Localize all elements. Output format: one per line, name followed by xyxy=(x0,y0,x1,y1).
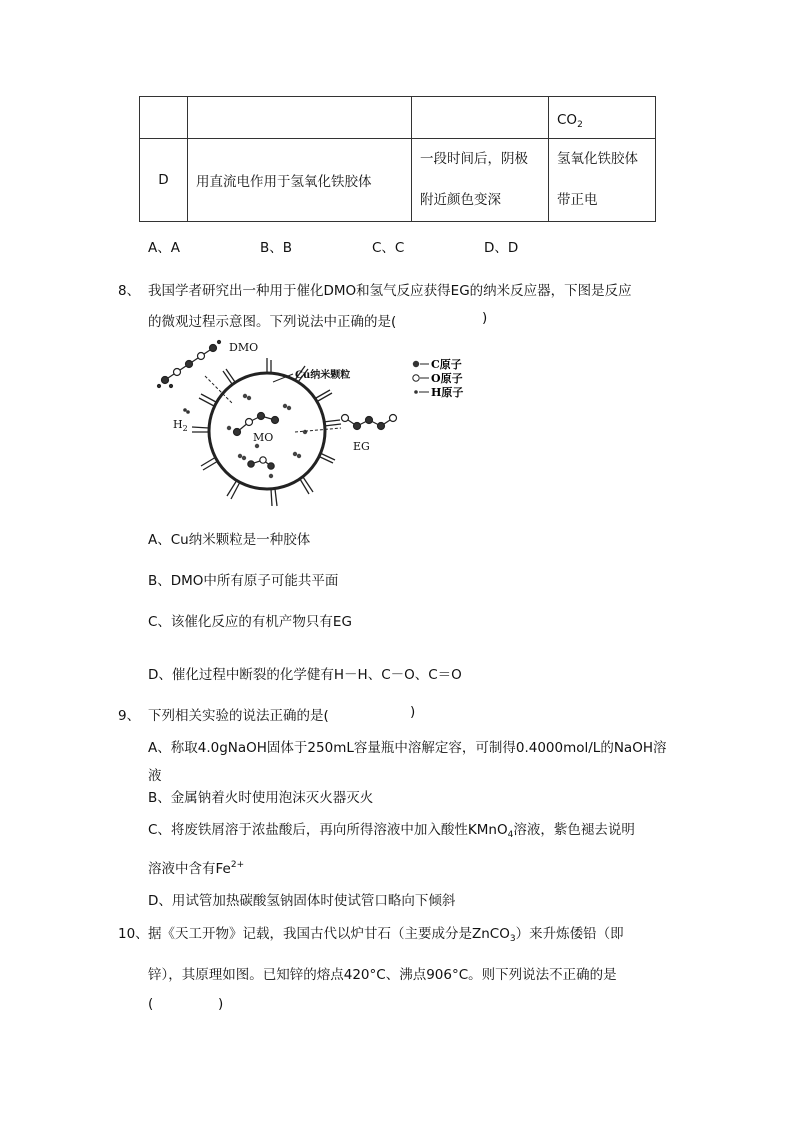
q10-stem-line2: 锌），其原理如图。已知锌的熔点420°C、沸点906°C。则下列说法不正确的是 xyxy=(148,967,617,983)
legend-c-atom: C原子 xyxy=(431,358,462,371)
q8-option-b[interactable]: B、DMO中所有原子可能共平面 xyxy=(148,573,339,589)
eg-molecule xyxy=(342,415,397,430)
table-cell xyxy=(412,139,549,222)
q10-number: 10、 xyxy=(118,926,149,942)
q7-option-b[interactable]: B、B xyxy=(260,240,293,256)
dmo-molecule xyxy=(158,341,221,388)
table-cell xyxy=(188,97,412,139)
q9-option-c-line2: 溶液中含有$Fe^{2+}$ xyxy=(148,860,245,877)
q9-stem: 下列相关实验的说法正确的是( xyxy=(148,708,329,724)
q7-option-c[interactable]: C、C xyxy=(372,240,405,256)
eg-label: EG xyxy=(353,440,370,453)
table-cell xyxy=(549,139,656,222)
operation-text: 用直流电作用于氢氧化铁胶体 xyxy=(196,174,372,190)
experiment-table xyxy=(139,96,656,222)
table-cell xyxy=(140,97,188,139)
q8-stem-close-paren: ) xyxy=(482,310,488,326)
nano-reactor-figure xyxy=(145,336,485,508)
q8-option-a[interactable]: A、Cu纳米颗粒是一种胶体 xyxy=(148,532,311,548)
q8-option-d[interactable]: D、催化过程中断裂的化学健有H－H、C－O、C＝O xyxy=(148,667,462,683)
q9-number: 9、 xyxy=(118,708,141,724)
table-cell xyxy=(188,139,412,222)
table-cell xyxy=(412,97,549,139)
conclusion-line1: 氢氧化铁胶体 xyxy=(557,151,638,167)
q10-close-paren: ) xyxy=(218,996,224,1012)
q8-number: 8、 xyxy=(118,283,141,299)
table-cell xyxy=(140,139,188,222)
q9-option-a-line2: 液 xyxy=(148,768,162,784)
q9-option-c-line1[interactable]: C、将废铁屑溶于浓盐酸后，再向所得溶液中加入酸性KMnO$_4$溶液，紫色褪去说明 xyxy=(148,822,635,840)
mo-label: MO xyxy=(253,431,274,444)
co2-subscript: 2 xyxy=(577,119,583,130)
q8-stem-line2: 的微观过程示意图。下列说法中正确的是( xyxy=(148,314,397,330)
q10-open-paren: ( xyxy=(148,996,154,1012)
q7-option-a[interactable]: A、A xyxy=(148,240,180,256)
row-label-d: D xyxy=(158,172,169,188)
q9-option-b[interactable]: B、金属钠着火时使用泡沫灭火器灭火 xyxy=(148,790,374,806)
conclusion-line2: 带正电 xyxy=(557,192,598,208)
q7-option-d[interactable]: D、D xyxy=(484,240,519,256)
q10-stem-line1: 据《天工开物》记载，我国古代以炉甘石（主要成分是ZnCO$_3$）来升炼倭铅（即 xyxy=(148,926,624,944)
q9-option-d[interactable]: D、用试管加热碳酸氢钠固体时使试管口略向下倾斜 xyxy=(148,893,456,909)
table-cell xyxy=(549,97,656,139)
table-row xyxy=(140,139,656,222)
table-row xyxy=(140,97,656,139)
phenomenon-line1: 一段时间后，阴极 xyxy=(420,151,528,167)
legend-h-atom: H原子 xyxy=(431,386,464,399)
dmo-label: DMO xyxy=(229,341,259,354)
q8-stem-line1: 我国学者研究出一种用于催化DMO和氢气反应获得EG的纳米反应器，下图是反应 xyxy=(148,283,632,299)
inner-molecule-2 xyxy=(248,457,274,469)
co2-text: CO xyxy=(557,111,578,128)
q9-option-a-line1[interactable]: A、称取4.0gNaOH固体于250mL容量瓶中溶解定容，可制得0.4000mol/L的NaOH溶 xyxy=(148,740,667,756)
legend-o-atom: O原子 xyxy=(431,372,463,385)
h2-label: $H_2$ xyxy=(173,418,188,433)
q9-stem-close-paren: ) xyxy=(410,704,416,720)
q8-option-c[interactable]: C、该催化反应的有机产物只有EG xyxy=(148,614,352,630)
cu-label: Cu纳米颗粒 xyxy=(295,370,351,381)
figure-legend xyxy=(413,357,464,399)
phenomenon-line2: 附近颜色变深 xyxy=(420,192,501,208)
